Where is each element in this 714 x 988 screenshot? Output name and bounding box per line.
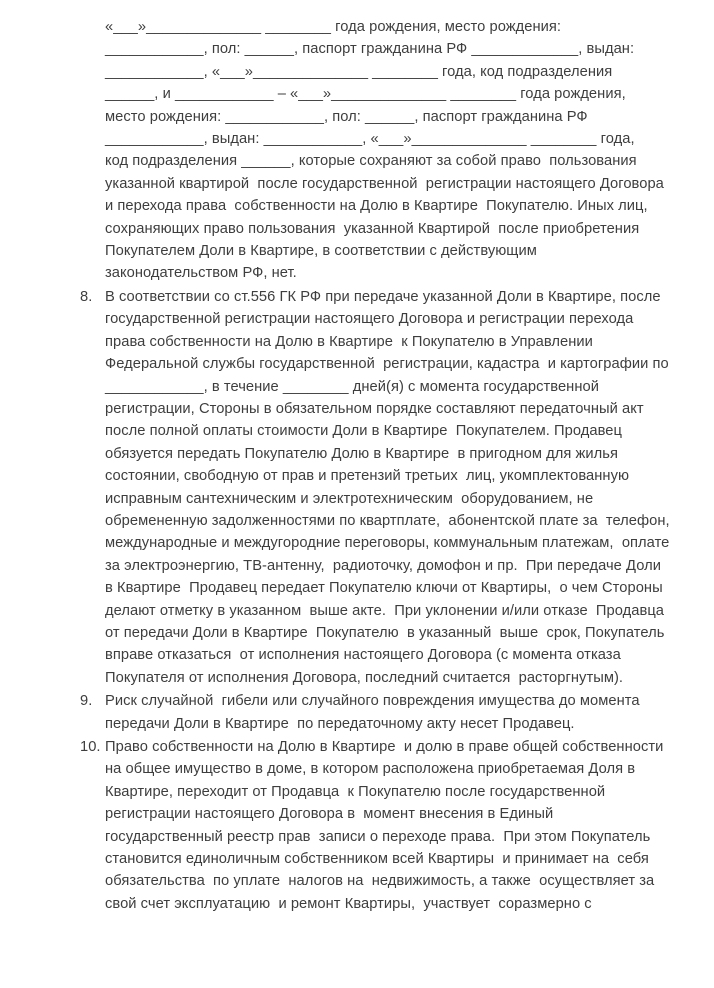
clause-number: 10. [80,739,101,755]
text-line: и перехода права собственности на Долю в Квартире Покупателю. Иных лиц, [105,198,648,215]
text-line: регистрации, Стороны в обязательном порядке составляют передаточный акт [105,400,644,417]
clause-number: 8. [80,288,93,305]
text-line: делают отметку в указанном выше акте. При уклонении и/или отказе Продавца [105,602,665,619]
text-line: Риск случайной гибели или случайного повреждения имущества до момента [105,693,640,710]
text-line: передачи Доли в Квартире по передаточному акту несет Продавец. [105,715,575,732]
text-line: свой счет эксплуатацию и ремонт Квартиры, участвует соразмерно с [105,895,592,912]
text-line: ____________, в течение ________ дней(я) с момента государственной [105,378,599,395]
text-line: регистрации настоящего Договора в момент внесения в Единый [105,806,554,823]
text-line: Покупателя от исполнения Договора, последний считается расторгнутым). [105,669,624,686]
contract-clause-9 [80,690,640,735]
text-line: ____________, «___»______________ ________ года, код подразделения [105,63,613,80]
text-line: обязуется передать Покупателю Долю в Квартире в пригодном для жилья [105,445,618,462]
text-line: код подразделения ______, которые сохраняют за собой право пользования [105,153,637,170]
text-line: от передачи Доли в Квартире Покупателю в указанный выше срок, Покупатель [105,624,665,641]
clause-number: 9. [80,693,93,710]
text-line: место рождения: ____________, пол: ______, паспорт гражданина РФ [105,108,588,125]
text-line: исправным сантехническим и электротехническим оборудованием, не [105,490,594,507]
text-line: Право собственности на Долю в Квартире и долю в праве общей собственности [105,739,664,755]
text-line: состоянии, свободную от прав и претензий третьих лиц, укомплектованную [105,468,630,485]
clause-text [105,690,640,735]
clause-text [105,736,664,915]
text-line: ______, и ____________ – «___»______________ ________ года рождения, [105,86,626,103]
clause-text [105,16,664,285]
text-line: государственной регистрации настоящего Договора и регистрации перехода [105,311,634,328]
contract-clause-continuation [80,16,664,285]
text-line: «___»______________ ________ года рождения, место рождения: [105,19,562,35]
text-line: ____________, пол: ______, паспорт гражданина РФ _____________, выдан: [105,41,635,58]
text-line: Квартире, переходит от Продавца к Покупателю после государственной [105,783,606,800]
text-line: международные и междугородние переговоры, коммунальным платежам, оплате [105,535,670,552]
text-line: становится единоличным собственником всей Квартиры и принимает на себя [105,851,649,868]
text-line: Покупателем Доли в Квартире, в соответствии с действующим [105,243,537,260]
text-line: обремененную задолженностями по квартплате, абонентской плате за телефон, [105,512,670,529]
text-line: законодательством РФ, нет. [105,265,297,282]
text-line: В соответствии со ст.556 ГК РФ при передаче указанной Доли в Квартире, после [105,288,661,305]
contract-text-body [80,16,670,915]
clause-text [105,286,670,689]
text-line: на общее имущество в доме, в котором расположена приобретаемая Доля в [105,761,636,778]
contract-clause-8 [80,286,670,689]
text-line: права собственности на Долю в Квартире к Покупателю в Управлении [105,333,593,350]
text-line: ____________, выдан: ____________, «___»______________ ________ года, [105,131,635,148]
text-line: после полной оплаты стоимости Доли в Квартире Покупателем. Продавец [105,423,622,440]
text-line: в Квартире Продавец передает Покупателю ключи от Квартиры, о чем Стороны [105,580,663,597]
text-line: вправе отказаться от исполнения настоящего Договора (с момента отказа [105,647,621,664]
text-line: указанной квартирой после государственной регистрации настоящего Договора [105,175,664,192]
contract-clause-10 [80,736,664,915]
text-line: за электроэнергию, ТВ-антенну, радиоточку, домофон и пр. При передаче Доли [105,557,661,574]
text-line: обязательства по уплате налогов на недвижимость, а также осуществляет за [105,873,655,890]
text-line: сохраняющих право пользования указанной Квартирой после приобретения [105,220,640,237]
text-line: Федеральной службы государственной регистрации, кадастра и картографии по [105,356,669,373]
text-line: государственный реестр прав записи о переходе права. При этом Покупатель [105,828,651,845]
